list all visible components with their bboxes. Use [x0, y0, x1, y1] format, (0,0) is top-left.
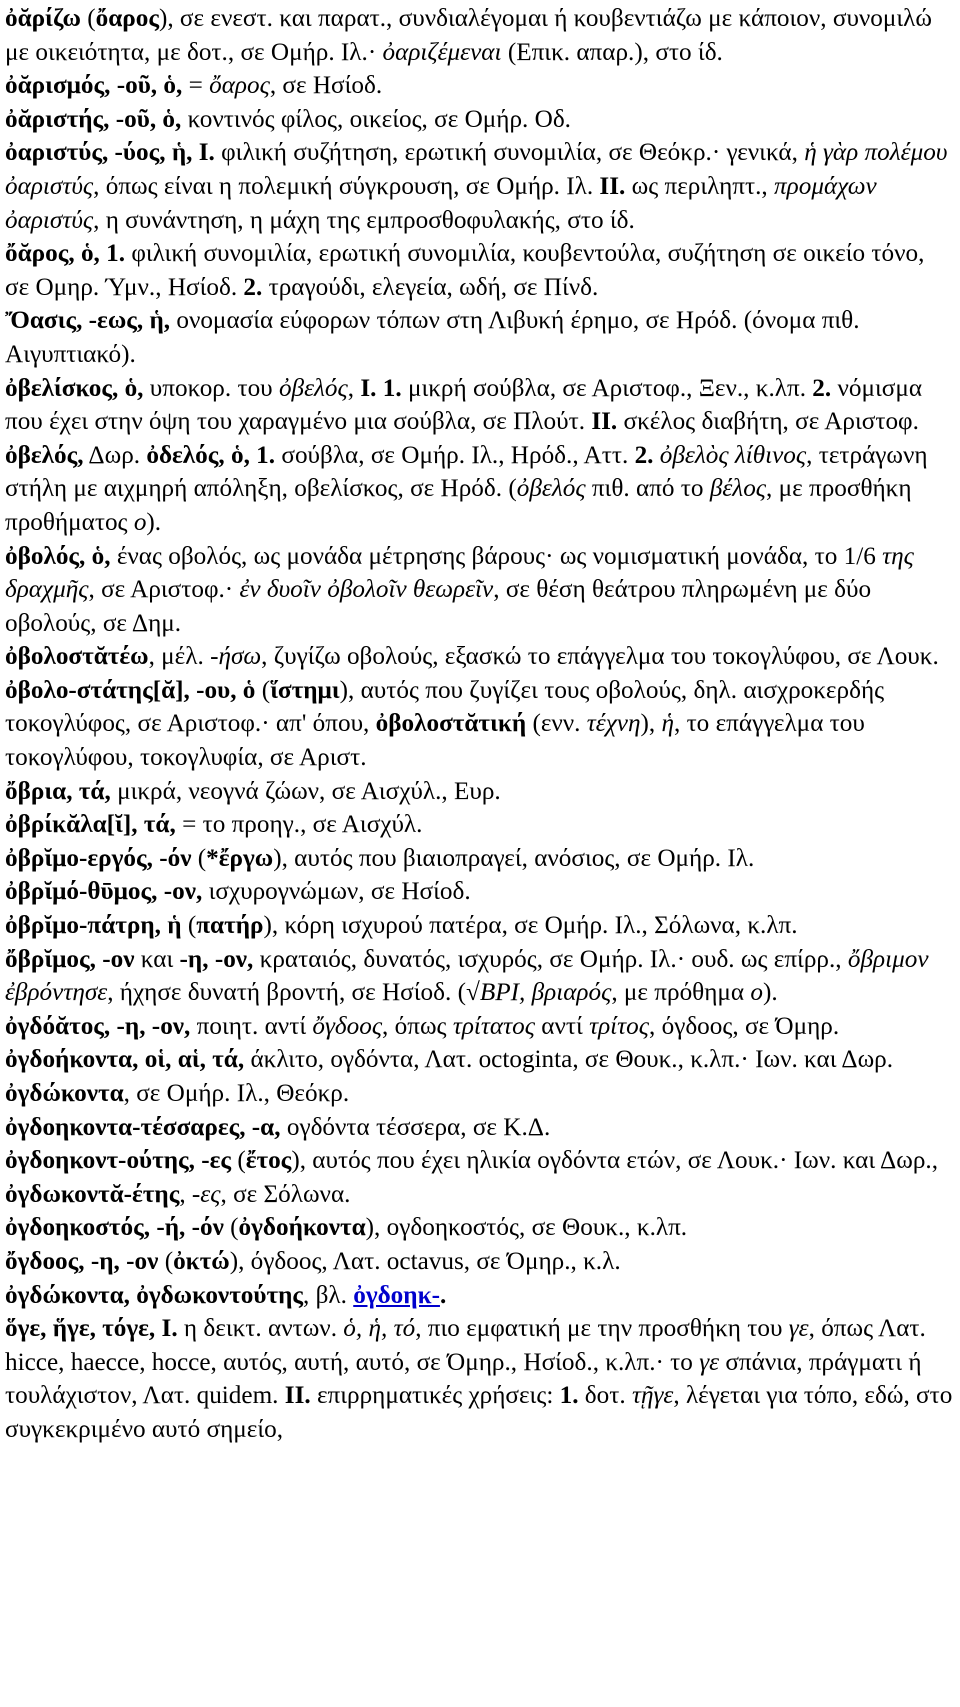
- entry-bold-text: II.: [591, 408, 618, 436]
- entry-bold-text: ὀγδώκοντα, ὀγδωκοντούτης: [5, 1281, 304, 1309]
- entry-text: , τετράγωνη στήλη με αιχμηρή απόληξη, οβελίσκος, σε Ηρόδ. (: [5, 441, 928, 503]
- entry-text: μικρή σούβλα, σε Αριστοφ., Ξεν., κ.λπ.: [401, 374, 813, 402]
- entry-bold-text: ὀᾰρίζω: [5, 5, 81, 32]
- entry-text: πιθ. από το: [585, 475, 710, 503]
- entry-italic-text: της δραχμῆς: [5, 542, 914, 604]
- entry-bold-text: ὀβολοστᾰτική: [375, 710, 527, 738]
- entry-text: φιλική συζήτηση, ερωτική συνομιλία, σε Θεόκρ.· γενικά,: [214, 139, 805, 167]
- entry-bold-text: ὄγδοος, -η, -ον: [5, 1247, 159, 1275]
- entry-bold-text: ὀκτώ: [173, 1247, 230, 1275]
- entry-obria: [5, 775, 954, 809]
- entry-text: ).: [146, 508, 162, 536]
- entry-bold-text: II.: [599, 172, 626, 200]
- entry-bold-text: ὀδελός, ὁ, 1.: [146, 441, 276, 469]
- entry-italic-text: γε: [699, 1348, 720, 1376]
- entry-text: σπάνια, πράγματι ή τουλάχιστον, Λατ. quidem.: [5, 1348, 922, 1410]
- entry-obrimos: [5, 943, 954, 1010]
- entry-text: σκέλος διαβήτη, σε Αριστοφ.: [617, 408, 919, 436]
- entry-bold-text: ὀγδόᾰτος, -η, -ον,: [5, 1012, 191, 1040]
- entry-italic-text: τρίτος: [589, 1012, 649, 1040]
- entry-obrimo-patre: [5, 909, 954, 943]
- entry-text: μικρά, νεογνά ζώων, σε Αισχύλ., Ευρ.: [110, 777, 501, 805]
- entry-bold-text: ὀβολός, ὁ,: [5, 542, 111, 570]
- entry-italic-text: τρίτατος: [452, 1012, 535, 1040]
- entry-bold-text: ἔτος: [245, 1147, 292, 1175]
- entry-italic-text: τῇγε: [631, 1382, 674, 1410]
- entry-italic-text: ὁ, ἡ, τό: [343, 1315, 416, 1343]
- entry-text: , σε Αριστοφ.·: [88, 576, 240, 604]
- entry-text: (: [223, 1214, 239, 1242]
- entry-text: (Επικ. απαρ.), στο ίδ.: [501, 38, 723, 66]
- entry-bold-text: ὀγδοήκοντα, οἱ, αἱ, τά,: [5, 1046, 245, 1074]
- entry-text: επιρρηματικές χρήσεις:: [310, 1382, 560, 1410]
- entry-italic-text: ὄγδοος: [312, 1012, 383, 1040]
- entry-bold-text: 1.: [559, 1382, 579, 1410]
- entry-text: , με προσθήκη προθήματος: [5, 475, 912, 536]
- entry-bold-text: I. 1.: [360, 374, 402, 402]
- entry-text: , σε Σόλωνα.: [220, 1180, 351, 1208]
- entry-bold-text: ὀᾰριστής, -οῦ, ὁ,: [5, 105, 182, 133]
- entry-text: ), σε ενεστ. και παρατ., συνδιαλέγομαι ή κουβεντιάζω με κάποιον, συνομιλώ με οικειότητα, με δοτ., σε Ομήρ. Ιλ.·: [5, 5, 932, 66]
- entry-text: ονομασία εύφορων τόπων στη Λιβυκή έρημο, σε Ηρόδ. (όνομα πιθ. Αιγυπτιακό).: [5, 307, 860, 368]
- entry-text: κοντινός φίλος, οικείος, σε Ομήρ. Οδ.: [181, 105, 571, 133]
- entry-bold-text: ὀβρίκᾰλα[ῐ], τά,: [5, 811, 176, 839]
- entry-text: άκλιτο, ογδόντα, Λατ. octoginta, σε Θουκ., κ.λπ.· Ιων. και Δωρ.: [244, 1046, 894, 1074]
- entry-text: , σε Ομήρ. Ιλ., Θεόκρ.: [123, 1080, 350, 1107]
- entry-text: κραταιός, δυνατός, ισχυρός, σε Ομήρ. Ιλ.· ουδ. ως επίρρ.,: [253, 945, 848, 973]
- entry-text: , μέλ.: [148, 643, 211, 671]
- entry-bold-text: πατήρ: [196, 912, 264, 940]
- entry-bold-text: ὀβρῐμό-θῡμος, -ον,: [5, 878, 203, 906]
- entry-italic-text: ΒΡΙ, βριαρός: [479, 979, 612, 1007]
- entry-text: υποκορ. του: [143, 374, 279, 402]
- entry-italic-text: ὀαριζέμεναι: [382, 38, 502, 66]
- entry-bold-text: ὀγδοηκοντ-ούτης, -ες: [5, 1147, 232, 1175]
- entry-bold-text: ὀγδώκοντα: [5, 1080, 124, 1107]
- entry-text: ως περιληπτ.,: [625, 172, 775, 200]
- entry-bold-text: .: [439, 1281, 447, 1309]
- entry-text: , η συνάντηση, η μάχη της εμπροσθοφυλακής, στο ίδ.: [93, 206, 635, 234]
- entry-text: Δωρ.: [83, 441, 147, 469]
- entry-ogdoekostos: [5, 1211, 954, 1245]
- entry-text: ),: [640, 710, 662, 738]
- entry-bold-text: ὀγδωκοντᾰ-έτης: [5, 1180, 180, 1208]
- entry-text: , λέγεται για τόπο, εδώ, στο συγκεκριμένο αυτό σημείο,: [5, 1382, 953, 1443]
- entry-bold-text: ὄβρια, τά,: [5, 777, 111, 805]
- entry-text: ), αυτός που έχει ηλικία ογδόντα ετών, σε Λουκ.· Ιων. και Δωρ.,: [291, 1147, 938, 1175]
- entry-ogdoekonta: [5, 1043, 954, 1110]
- entry-italic-text: προμάχων ὀαριστύς: [5, 172, 877, 234]
- entry-italic-text: ὀβελὸς λίθινος: [659, 441, 807, 469]
- entry-obolostateo: [5, 640, 954, 674]
- entry-obolos: [5, 540, 954, 641]
- entry-ogdoekonta-tessares: [5, 1111, 954, 1145]
- entry-bold-text: 2.: [634, 441, 654, 469]
- entry-bold-text: ὀγδοηκοντα-τέσσαρες, -α,: [5, 1113, 281, 1141]
- entry-italic-text: -ες: [191, 1180, 221, 1208]
- entry-text: , σε θέση θεάτρου πληρωμένη με δύο οβολούς, σε Δημ.: [5, 576, 872, 637]
- cross-reference-link[interactable]: ὀγδοηκ-: [353, 1281, 440, 1309]
- entry-bold-text: ὀαριστύς, -ύος, ἡ, I.: [5, 139, 215, 167]
- entry-text: , όγδοος, σε Όμηρ.: [649, 1012, 840, 1040]
- entry-bold-text: *ἔργω: [206, 844, 274, 872]
- entry-italic-text: βέλος: [709, 475, 767, 503]
- entry-obeliskos: [5, 372, 954, 439]
- entry-text: (: [80, 5, 96, 32]
- entry-text: ,: [179, 1180, 192, 1208]
- entry-bold-text: ὀβελίσκος, ὁ,: [5, 374, 144, 402]
- entry-bold-text: ὀγδοήκοντα: [238, 1214, 366, 1242]
- entry-italic-text: ὄαρος: [209, 72, 270, 100]
- entry-italic-text: ἐν δυοῖν ὀβολοῖν θεωρεῖν: [239, 576, 494, 604]
- entry-text: , σε Ησίοδ.: [269, 72, 383, 100]
- entry-italic-text: ὀβελός: [278, 374, 348, 402]
- entry-oaristes: [5, 103, 954, 137]
- entry-text: ποιητ. αντί: [190, 1012, 313, 1040]
- entry-italic-text: ἡ γὰρ πολέμου ὀαριστύς: [5, 139, 948, 200]
- entry-ogdokonta: [5, 1279, 954, 1313]
- entry-italic-text: ἡ: [661, 710, 674, 738]
- entry-text: ένας οβολός, ως μονάδα μέτρησης βάρους· ως νομισματική μονάδα, το 1/6: [110, 542, 883, 570]
- entry-italic-text: ὄβριμον ἐβρόντησε: [5, 945, 929, 1007]
- entry-text: ,: [347, 374, 361, 402]
- entry-oge: [5, 1312, 954, 1446]
- entry-text: , ζυγίζω οβολούς, εξασκώ το επάγγελμα του τοκογλύφου, σε Λουκ.: [261, 643, 939, 671]
- entry-bold-text: ὄβρῐμος, -ον: [5, 945, 135, 973]
- entry-oarismos: [5, 69, 954, 103]
- entry-text: , όπως Λατ. hicce, haecce, hocce, αυτός, αυτή, αυτό, σε Όμηρ., Ησίοδ., κ.λπ.· το: [5, 1315, 926, 1376]
- entry-italic-text: τέχνη: [586, 710, 641, 738]
- entry-obolo-states: [5, 674, 954, 775]
- entry-italic-text: γε: [788, 1315, 809, 1343]
- entry-text: ), όγδοος, Λατ. octavus, σε Όμηρ., κ.λ.: [229, 1247, 621, 1275]
- entry-text: σούβλα, σε Ομήρ. Ιλ., Ηρόδ., Αττ.: [275, 441, 635, 469]
- entry-text: , όπως: [382, 1012, 453, 1040]
- entry-bold-text: ὀβρῐμο-πάτρη, ἡ: [5, 912, 182, 940]
- entry-text: (: [158, 1247, 174, 1275]
- entry-text: ), αυτός που βιαιοπραγεί, ανόσιος, σε Ομήρ. Ιλ.: [273, 844, 755, 872]
- entry-bold-text: Ὄασις, -εως, ἡ,: [5, 307, 171, 335]
- entry-text: , πιο εμφατική με την προσθήκη του: [415, 1315, 789, 1343]
- entry-ogdoos: [5, 1245, 954, 1279]
- entry-text: ισχυρογνώμων, σε Ησίοδ.: [202, 878, 471, 906]
- entry-text: (: [191, 844, 207, 872]
- entry-bold-text: ἵστημι: [270, 676, 340, 704]
- entry-bold-text: 2.: [243, 273, 263, 301]
- entry-text: =: [182, 72, 210, 100]
- entry-text: ).: [763, 979, 778, 1007]
- entry-text: ), αυτός που ζυγίζει τους οβολούς, δηλ. αισχροκερδής τοκογλύφος, σε Αριστοφ.· απ' όπου,: [5, 676, 885, 738]
- entry-text: και: [134, 945, 180, 973]
- entry-text: φιλική συνομιλία, ερωτική συνομιλία, κουβεντούλα, συζήτηση σε οικείο τόνο, σε Ομηρ. Ύμν., Ησίοδ.: [5, 240, 925, 301]
- entry-bold-text: -η, -ον,: [179, 945, 254, 973]
- entry-text: αντί: [534, 1012, 590, 1040]
- entry-text: ογδόντα τέσσερα, σε Κ.Δ.: [280, 1113, 551, 1141]
- entry-oaros: [5, 237, 954, 304]
- entry-bold-text: ὀβρῐμο-εργός, -όν: [5, 844, 192, 872]
- entry-text: (: [181, 912, 197, 940]
- entry-text: , το επάγγελμα του τοκογλύφου, τοκογλυφία, σε Αριστ.: [5, 710, 865, 772]
- entry-italic-text: ο: [133, 508, 147, 536]
- entry-bold-text: ὀβελός,: [5, 441, 84, 469]
- entry-text: τραγούδι, ελεγεία, ωδή, σε Πίνδ.: [262, 273, 599, 301]
- entry-bold-text: ὀβολοστᾰτέω: [5, 643, 149, 671]
- entry-bold-text: ὄᾰρος, ὁ, 1.: [5, 240, 126, 268]
- entry-text: η δεικτ. αντων.: [177, 1315, 344, 1343]
- entry-obrimo-thymos: [5, 875, 954, 909]
- entry-oarizo: [5, 2, 954, 69]
- entry-text: , ήχησε δυνατή βροντή, σε Ησίοδ. (√: [107, 979, 480, 1007]
- entry-italic-text: ο: [750, 979, 764, 1007]
- entry-text: (: [231, 1147, 246, 1175]
- entry-italic-text: -ήσω: [210, 643, 262, 671]
- entry-text: , όπως είναι η πολεμική σύγκρουση, σε Ομήρ. Ιλ.: [93, 172, 600, 200]
- entry-text: (: [255, 676, 271, 704]
- entry-text: νόμισμα που έχει στην όψη του χαραγμένο μια σούβλα, σε Πλούτ.: [5, 374, 923, 436]
- entry-obelos: [5, 439, 954, 540]
- entry-bold-text: 2.: [812, 374, 832, 402]
- entry-ogdoatos: [5, 1010, 954, 1044]
- entry-text: = το προηγ., σε Αισχύλ.: [175, 811, 423, 839]
- entry-text: ), ογδοηκοστός, σε Θουκ., κ.λπ.: [365, 1214, 688, 1242]
- entry-bold-text: ὅγε, ἥγε, τόγε, I.: [5, 1315, 178, 1343]
- entry-text: , με πρόθημα: [611, 979, 751, 1007]
- entry-text: (ενν.: [526, 710, 587, 738]
- entry-obrimo-ergos: [5, 842, 954, 876]
- entry-bold-text: ὀβολο-στάτης[ᾰ], -ου, ὁ: [5, 676, 256, 704]
- entry-bold-text: ὄαρος: [95, 5, 159, 32]
- entry-bold-text: ὀγδοηκοστός, -ή, -όν: [5, 1214, 224, 1242]
- entry-text: ), κόρη ισχυρού πατέρα, σε Ομήρ. Ιλ., Σόλωνα, κ.λπ.: [263, 912, 798, 940]
- entry-obrikala: [5, 808, 954, 842]
- entry-ogdoekont-outes: [5, 1144, 954, 1211]
- entry-oasis: [5, 304, 954, 371]
- entry-italic-text: ὀβελός: [516, 475, 586, 503]
- entry-bold-text: ὀᾰρισμός, -οῦ, ὁ,: [5, 72, 183, 100]
- entry-oaristys: [5, 136, 954, 237]
- entry-bold-text: II.: [284, 1382, 311, 1410]
- entry-text: δοτ.: [578, 1382, 632, 1410]
- entry-text: , βλ.: [303, 1281, 354, 1309]
